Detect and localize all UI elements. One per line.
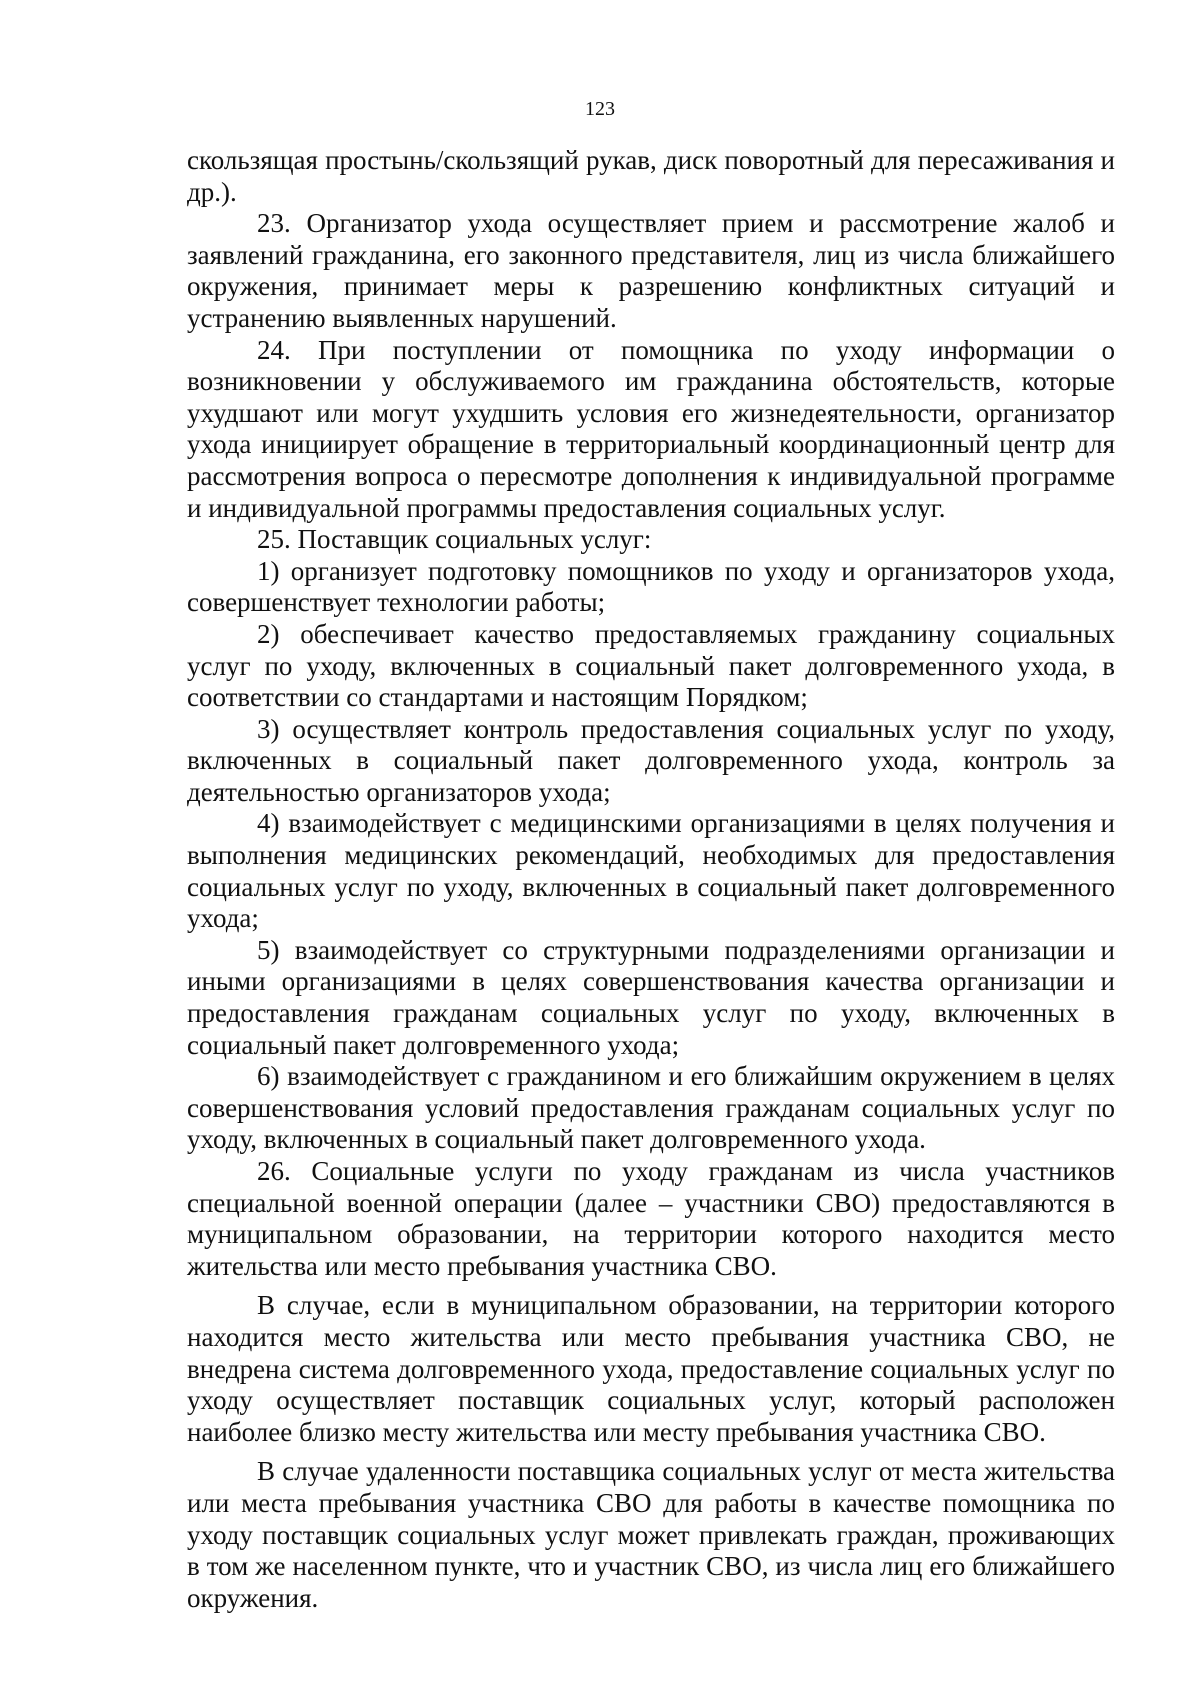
- list-item-3: 3) осуществляет контроль предоставления социальных услуг по уходу, включенных в социальный пакет долговременного ухода, контроль за деятельностью организаторов ухода;: [187, 713, 1115, 807]
- paragraph-23: 23. Организатор ухода осуществляет прием и рассмотрение жалоб и заявлений гражданина, его законного представителя, лиц из числа ближайшего окружения, принимает меры к разрешению конфликтных ситуаций и устранению выявленных нарушений.: [187, 208, 1115, 333]
- paragraph-24: 24. При поступлении от помощника по уходу информации о возникновении у обслуживаемого им гражданина обстоятельств, которые ухудшают или могут ухудшить условия его жизнедеятельности, организатор ухода инициирует обращение в территориальный координационный центр для рассмотрения вопроса о пересмотре дополнения к индивидуальной программе и индивидуальной программы предоставления социальных услуг.: [187, 334, 1115, 523]
- paragraph-26-case-2: В случае удаленности поставщика социальных услуг от места жительства или места пребывания участника СВО для работы в качестве помощника по уходу поставщик социальных услуг может привлекать граждан, проживающих в том же населенном пункте, что и участник СВО, из числа лиц его ближайшего окружения.: [187, 1456, 1115, 1613]
- paragraph-25-heading: 25. Поставщик социальных услуг:: [257, 524, 652, 555]
- document-body: [187, 145, 1115, 1614]
- paragraph-26: 26. Социальные услуги по уходу гражданам из числа участников специальной военной операции (далее – участники СВО) предоставляются в муниципальном образовании, на территории которого находится место жительства или место пребывания участника СВО.: [187, 1156, 1115, 1281]
- list-item-4: 4) взаимодействует с медицинскими организациями в целях получения и выполнения медицинских рекомендаций, необходимых для предоставления социальных услуг по уходу, включенных в социальный пакет долговременного ухода;: [187, 808, 1115, 934]
- list-item-5: 5) взаимодействует со структурными подразделениями организации и иными организациями в целях совершенствования качества организации и предоставления гражданам социальных услуг по уходу, включенных в социальный пакет долговременного ухода;: [187, 934, 1115, 1060]
- page-number: 123: [585, 98, 615, 120]
- paragraph-26-case-1: В случае, если в муниципальном образовании, на территории которого находится место жительства или место пребывания участника СВО, не внедрена система долговременного ухода, предоставление социальных услуг по уходу осуществляет поставщик социальных услуг, который расположен наиболее близко месту жительства или месту пребывания участника СВО.: [187, 1290, 1115, 1447]
- paragraph-continuation: скользящая простынь/скользящий рукав, диск поворотный для пересаживания и др.).: [187, 145, 1115, 207]
- list-item-1: 1) организует подготовку помощников по уходу и организаторов ухода, совершенствует технологии работы;: [187, 555, 1115, 618]
- list-item-2: 2) обеспечивает качество предоставляемых гражданину социальных услуг по уходу, включенных в социальный пакет долговременного ухода, в соответствии со стандартами и настоящим Порядком;: [187, 618, 1115, 713]
- list-item-6: 6) взаимодействует с гражданином и его ближайшим окружением в целях совершенствования условий предоставления гражданам социальных услуг по уходу, включенных в социальный пакет долговременного ухода.: [187, 1061, 1115, 1155]
